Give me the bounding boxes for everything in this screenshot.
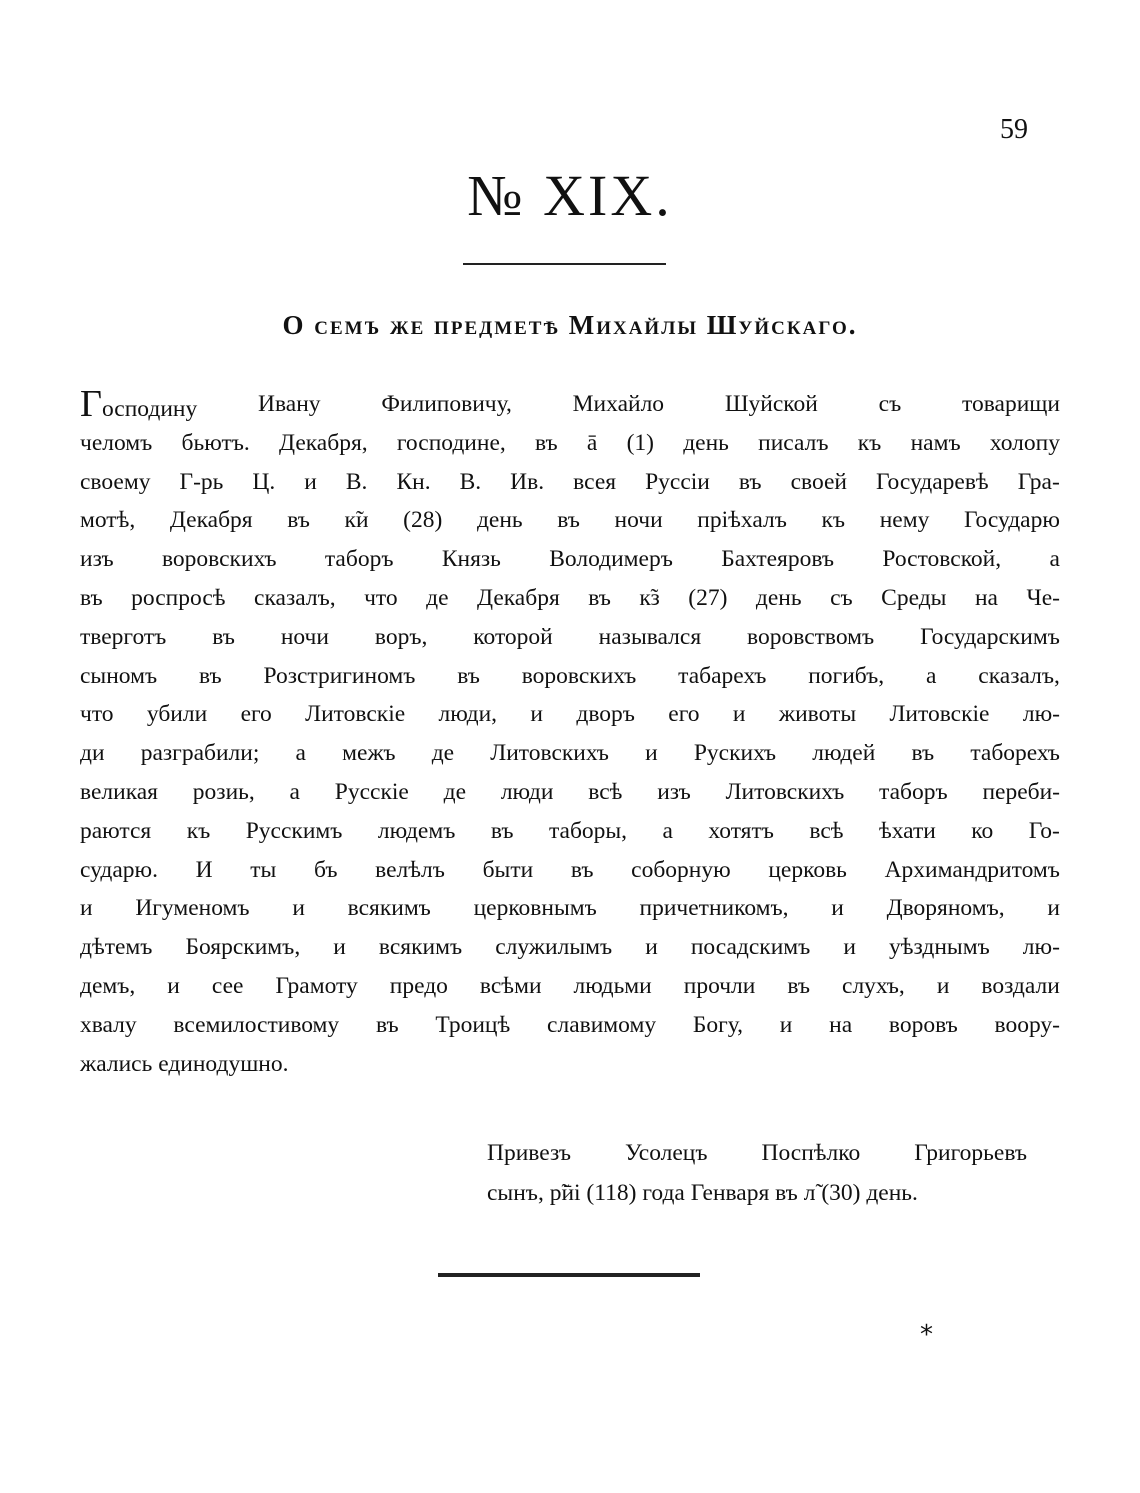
word: и — [292, 895, 305, 922]
word: и — [167, 972, 180, 999]
word: И — [195, 856, 213, 883]
word: Гра- — [1017, 468, 1060, 495]
word: люди, — [438, 701, 498, 728]
word: къ — [821, 507, 846, 534]
word: ā — [586, 429, 598, 456]
word: Кн. — [396, 468, 431, 495]
word: а — [662, 817, 673, 844]
word: изъ — [80, 546, 114, 573]
word: люди — [500, 778, 554, 805]
body-line — [80, 1006, 1060, 1045]
word: въ — [212, 623, 235, 650]
word: Г-рь — [179, 468, 224, 495]
word: господине, — [396, 429, 506, 456]
word: сее — [211, 972, 244, 999]
signature-line: сынъ, р̃ӣі (118) года Генваря въ л̃ (30) день. — [487, 1180, 918, 1206]
body-line — [80, 501, 1060, 540]
body-line — [80, 424, 1060, 463]
word: славимому — [547, 1011, 657, 1038]
word: лю- — [1022, 934, 1060, 961]
word: въ — [287, 507, 310, 534]
word: к̃и — [344, 507, 369, 534]
word: а — [926, 662, 937, 689]
word: бьютъ. — [181, 429, 250, 456]
word: Го- — [1028, 817, 1060, 844]
word: таборы, — [548, 817, 628, 844]
word: писалъ — [758, 429, 829, 456]
word: Ивану — [258, 391, 321, 417]
word: воровскихъ — [521, 662, 637, 689]
word: ты — [250, 856, 277, 883]
word: Руссіи — [645, 468, 710, 495]
word: разграбили; — [140, 740, 260, 767]
word: де — [431, 740, 455, 767]
word: воровствомъ — [747, 623, 875, 650]
word: сказалъ, — [978, 662, 1060, 689]
word: Русскимъ — [245, 817, 343, 844]
word: Богу, — [692, 1011, 744, 1038]
word: всѣ — [809, 817, 844, 844]
word: и — [645, 740, 658, 767]
word: къ — [186, 817, 211, 844]
word: намъ — [910, 429, 961, 456]
word: холопу — [989, 429, 1060, 456]
signature-line — [487, 1133, 1027, 1173]
word: въ — [570, 856, 594, 883]
word: его — [240, 701, 272, 728]
word: своей — [790, 468, 847, 495]
word: въ — [738, 468, 762, 495]
word: раются — [80, 817, 152, 844]
word: въ — [198, 662, 222, 689]
word: а — [295, 740, 306, 767]
word: Дворяномъ, — [886, 895, 1005, 922]
word: воздали — [981, 972, 1060, 999]
word: Литовскіе — [305, 701, 406, 728]
word: на — [829, 1011, 853, 1038]
body-line: жались единодушно. — [80, 1050, 289, 1077]
word: Боярскимъ, — [185, 934, 301, 961]
word: причетникомъ, — [639, 895, 789, 922]
page-number: 59 — [1000, 114, 1028, 145]
word: назывался — [598, 623, 702, 650]
word: Государю — [963, 507, 1060, 534]
word: к̃з — [639, 584, 660, 611]
word: переби- — [982, 778, 1060, 805]
word: В. — [459, 468, 482, 495]
word: убили — [146, 701, 208, 728]
word: уѣзднымъ — [889, 934, 990, 961]
word: Рускихъ — [693, 740, 777, 767]
word: которой — [473, 623, 553, 650]
word: и — [530, 701, 543, 728]
word: таборехъ — [970, 740, 1060, 767]
word: розиь, — [192, 778, 255, 805]
word: Че- — [1026, 584, 1060, 611]
letter-body — [80, 385, 1060, 1083]
word: предо — [389, 972, 448, 999]
word: и — [645, 934, 658, 961]
word: погибъ, — [808, 662, 885, 689]
word: (27) — [688, 584, 728, 611]
word: быти — [482, 856, 534, 883]
body-line — [80, 463, 1060, 502]
word: Троицѣ — [435, 1011, 511, 1038]
word: Шуйской — [724, 391, 818, 417]
word: всякимъ — [347, 895, 431, 922]
word: и — [732, 701, 746, 728]
word: Розстригиномъ — [263, 662, 416, 689]
word: Усолецъ — [624, 1140, 708, 1166]
word: Князь — [441, 546, 501, 573]
word: и — [333, 934, 346, 961]
word: таборъ — [324, 546, 394, 573]
word: и — [779, 1011, 793, 1038]
word: и — [936, 972, 950, 999]
word: и — [843, 934, 856, 961]
word: табарехъ — [678, 662, 767, 689]
word: Среды — [881, 584, 947, 611]
word: Привезъ — [487, 1140, 572, 1166]
word: де — [443, 778, 467, 805]
word: Володимеръ — [549, 546, 673, 573]
word: людей — [812, 740, 876, 767]
body-line — [80, 385, 1060, 424]
word: что — [364, 584, 398, 611]
word: и — [831, 895, 844, 922]
word: въ — [457, 662, 480, 689]
word: его — [668, 701, 700, 728]
word: соборную — [631, 856, 731, 883]
word: посадскимъ — [690, 934, 811, 961]
word: Государевѣ — [876, 468, 989, 495]
word: Архимандритомъ — [884, 856, 1060, 883]
word: воровскихъ — [161, 546, 277, 573]
word: ночи — [614, 507, 663, 534]
word: своему — [80, 468, 151, 495]
top-divider — [463, 263, 666, 265]
word: хотятъ — [708, 817, 774, 844]
word: а — [289, 778, 300, 805]
word: и — [304, 468, 317, 495]
word: роспросѣ — [131, 584, 226, 611]
word: товарищи — [962, 391, 1060, 417]
word: служилымъ — [495, 934, 613, 961]
word: въ — [535, 429, 558, 456]
footnote-asterisk: * — [920, 1320, 933, 1350]
body-line — [80, 618, 1060, 657]
word: прочли — [683, 972, 756, 999]
word: въ — [588, 584, 611, 611]
word: межъ — [342, 740, 396, 767]
word: Государскимъ — [920, 623, 1060, 650]
word: слухъ, — [842, 972, 905, 999]
word: Ростовской, — [882, 546, 1002, 573]
word: день — [755, 584, 802, 611]
word: всѣми — [479, 972, 542, 999]
word: ночи — [280, 623, 329, 650]
word: въ — [557, 507, 580, 534]
body-line — [80, 734, 1060, 773]
word: воръ, — [374, 623, 428, 650]
word: въ — [787, 972, 811, 999]
word: день — [683, 429, 729, 456]
body-line — [80, 540, 1060, 579]
body-line — [80, 579, 1060, 618]
word: Игуменомъ — [135, 895, 250, 922]
body-line — [80, 695, 1060, 734]
bottom-divider — [438, 1273, 700, 1277]
word: церковнымъ — [473, 895, 597, 922]
word: церковь — [768, 856, 847, 883]
word: на — [974, 584, 998, 611]
word: воору- — [994, 1011, 1060, 1038]
word: ѣхати — [878, 817, 936, 844]
word: людьми — [573, 972, 652, 999]
word: всея — [573, 468, 617, 495]
word: ко — [971, 817, 994, 844]
word: сударю. — [80, 856, 158, 883]
document-subtitle: О семъ же предметѣ Михайлы Шуйскаго. — [282, 310, 858, 340]
body-line — [80, 812, 1060, 851]
word: Литовскихъ — [725, 778, 845, 805]
word: Литовскіе — [889, 701, 990, 728]
word: Грамоту — [275, 972, 358, 999]
word: Декабря — [169, 507, 253, 534]
word: животы — [778, 701, 857, 728]
word: изъ — [657, 778, 691, 805]
word: съ — [878, 391, 902, 417]
word: Ив. — [510, 468, 545, 495]
word: Ц. — [252, 468, 276, 495]
word: мотѣ, — [80, 507, 136, 534]
word: Декабря, — [279, 429, 368, 456]
word: Господину — [80, 383, 198, 425]
word: дворъ — [576, 701, 635, 728]
word: всякимъ — [378, 934, 463, 961]
word: людемъ — [377, 817, 456, 844]
word: Литовскихъ — [490, 740, 609, 767]
word: воровъ — [888, 1011, 958, 1038]
word: день — [476, 507, 523, 534]
body-line — [80, 851, 1060, 890]
word: (28) — [403, 507, 443, 534]
word: (1) — [626, 429, 654, 456]
word: бъ — [313, 856, 338, 883]
word: лю- — [1022, 701, 1060, 728]
word: демъ, — [80, 972, 136, 999]
word: таборъ — [879, 778, 948, 805]
body-line — [80, 657, 1060, 696]
word: тверготъ — [80, 623, 167, 650]
word: съ — [830, 584, 853, 611]
word: Русскіе — [334, 778, 409, 805]
word: пріѣхалъ — [697, 507, 787, 534]
body-line — [80, 889, 1060, 928]
word: Филиповичу, — [381, 391, 512, 417]
word: хвалу — [80, 1011, 137, 1038]
word: дѣтемъ — [80, 934, 153, 961]
word: ди — [80, 740, 105, 767]
word: Бахтеяровъ — [721, 546, 834, 573]
body-line — [80, 967, 1060, 1006]
word: В. — [345, 468, 368, 495]
word: сыномъ — [80, 662, 158, 689]
word: и — [1047, 895, 1060, 922]
body-line — [80, 928, 1060, 967]
word: челомъ — [80, 429, 153, 456]
body-line — [80, 773, 1060, 812]
word: Декабря — [477, 584, 560, 611]
word: великая — [80, 778, 158, 805]
word: де — [426, 584, 449, 611]
word: къ — [857, 429, 882, 456]
word: нему — [879, 507, 930, 534]
word: и — [80, 895, 93, 922]
word: всемилостивому — [173, 1011, 340, 1038]
word: Григорьевъ — [914, 1140, 1027, 1166]
word: въ — [375, 1011, 399, 1038]
word: въ — [490, 817, 514, 844]
word: всѣ — [588, 778, 623, 805]
word: велѣлъ — [375, 856, 445, 883]
word: что — [80, 701, 114, 728]
word: а — [1049, 546, 1060, 573]
word: Поспѣлко — [761, 1140, 861, 1166]
word: въ — [911, 740, 935, 767]
signature-block — [487, 1133, 1027, 1213]
document-number-heading: № XIX. — [467, 163, 673, 228]
word: въ — [80, 584, 103, 611]
word: Михайло — [572, 391, 665, 417]
word: сказалъ, — [254, 584, 336, 611]
